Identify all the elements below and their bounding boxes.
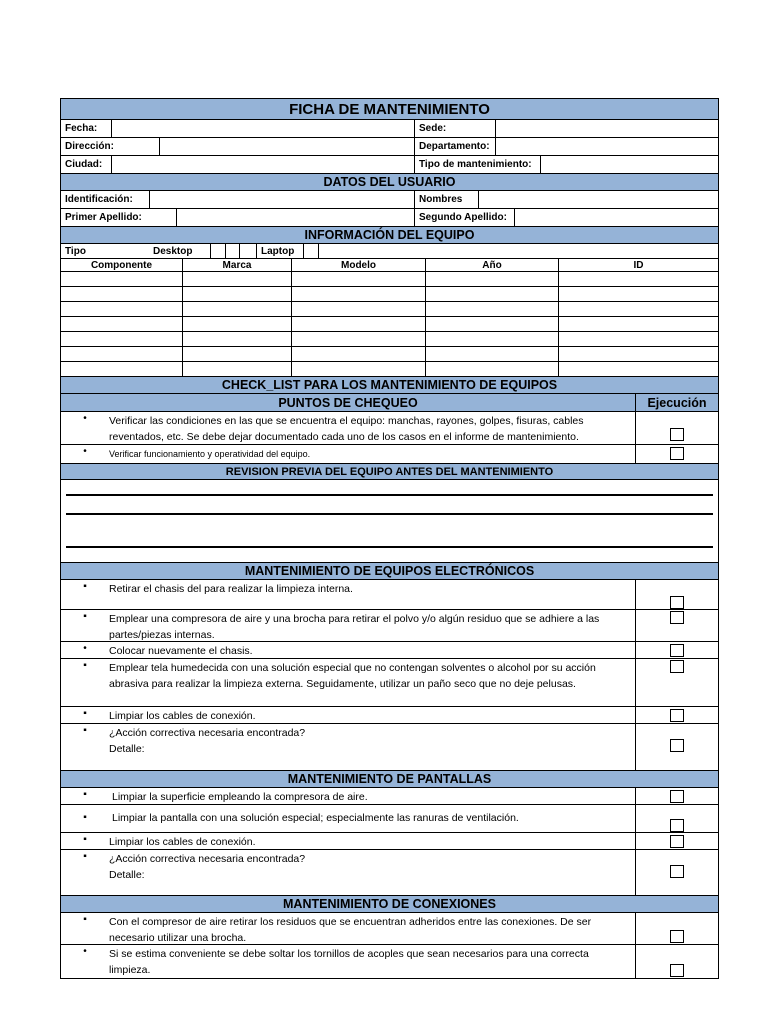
identificacion-field[interactable] bbox=[150, 191, 415, 208]
primer-apellido-field[interactable] bbox=[177, 209, 415, 226]
ciudad-field[interactable] bbox=[112, 156, 415, 173]
equipo-cell[interactable] bbox=[559, 362, 718, 376]
equipo-row bbox=[61, 347, 718, 362]
electronicos-header: MANTENIMIENTO DE EQUIPOS ELECTRÓNICOS bbox=[61, 563, 718, 579]
checkbox-cell bbox=[636, 805, 718, 832]
usuario-row-2 bbox=[61, 209, 718, 227]
fecha-field[interactable] bbox=[112, 120, 415, 137]
equipo-row bbox=[61, 272, 718, 287]
bullet-icon: ▪ bbox=[83, 851, 87, 862]
tipo-row bbox=[61, 244, 718, 258]
ciudad-label: Ciudad: bbox=[61, 156, 112, 173]
equipo-cell[interactable] bbox=[61, 302, 183, 316]
checkbox[interactable] bbox=[670, 611, 684, 624]
equipo-cell[interactable] bbox=[183, 362, 292, 376]
bullet-icon: ▪ bbox=[83, 789, 87, 800]
departamento-label: Departamento: bbox=[415, 138, 496, 155]
notes-line bbox=[66, 546, 713, 548]
equipo-cell[interactable] bbox=[61, 347, 183, 361]
checkbox[interactable] bbox=[670, 739, 684, 752]
pantallas-text: Limpiar la superficie empleando la compresora de aire. bbox=[109, 788, 636, 804]
equipo-row bbox=[61, 317, 718, 332]
conexiones-item bbox=[61, 913, 718, 945]
checkbox-cell bbox=[636, 659, 718, 706]
checkbox[interactable] bbox=[670, 660, 684, 673]
electronicos-item bbox=[61, 610, 718, 642]
checkbox[interactable] bbox=[670, 865, 684, 878]
general-row-1 bbox=[61, 120, 718, 138]
checkbox-cell bbox=[636, 610, 718, 641]
notes-line bbox=[66, 513, 713, 515]
electronicos-text: Retirar el chasis del para realizar la limpieza interna. bbox=[109, 580, 636, 609]
equipo-cell[interactable] bbox=[426, 332, 559, 346]
sede-label: Sede: bbox=[415, 120, 496, 137]
equipo-cell[interactable] bbox=[559, 347, 718, 361]
nombres-field[interactable] bbox=[479, 191, 718, 208]
bullet-icon: ▪ bbox=[83, 581, 87, 592]
bullet-icon: ▪ bbox=[83, 708, 87, 719]
checkbox-cell bbox=[636, 412, 718, 444]
equipo-cell[interactable] bbox=[61, 272, 183, 286]
revision-header: REVISION PREVIA DEL EQUIPO ANTES DEL MANTENIMIENTO bbox=[61, 464, 718, 479]
equipo-cell[interactable] bbox=[183, 302, 292, 316]
checklist-header: CHECK_LIST PARA LOS MANTENIMIENTO DE EQUIPOS bbox=[61, 377, 718, 393]
ejecucion-header: Ejecución bbox=[636, 394, 718, 411]
laptop-label: Laptop bbox=[256, 244, 303, 258]
electronicos-text: Limpiar los cables de conexión. bbox=[109, 707, 636, 723]
fecha-label: Fecha: bbox=[61, 120, 112, 137]
checkbox[interactable] bbox=[670, 596, 684, 609]
checkbox-cell bbox=[636, 580, 718, 609]
equipo-row bbox=[61, 362, 718, 377]
nombres-label: Nombres bbox=[415, 191, 479, 208]
segundo-apellido-field[interactable] bbox=[515, 209, 718, 226]
direccion-label: Dirección: bbox=[61, 138, 160, 155]
checkbox-cell bbox=[636, 850, 718, 895]
checkbox[interactable] bbox=[670, 644, 684, 657]
bullet-icon: • bbox=[83, 946, 87, 957]
equipo-cell[interactable] bbox=[559, 302, 718, 316]
general-row-3 bbox=[61, 156, 718, 174]
detalle-label: Detalle: bbox=[109, 742, 145, 755]
laptop-checkbox[interactable] bbox=[303, 244, 319, 258]
desktop-spacer bbox=[226, 244, 240, 258]
checkbox[interactable] bbox=[670, 964, 684, 977]
electronicos-item bbox=[61, 580, 718, 610]
col-anio: Año bbox=[426, 259, 559, 271]
pantallas-header-row bbox=[61, 771, 718, 788]
revision-notes[interactable] bbox=[61, 480, 718, 563]
pantallas-item bbox=[61, 805, 718, 833]
equipo-cell[interactable] bbox=[292, 362, 426, 376]
tipo-mant-label: Tipo de mantenimiento: bbox=[415, 156, 541, 173]
equipo-row bbox=[61, 302, 718, 317]
bullet-icon: ▪ bbox=[83, 914, 87, 925]
sede-field[interactable] bbox=[496, 120, 718, 137]
electronicos-header-row bbox=[61, 563, 718, 580]
equipo-header: INFORMACIÓN DEL EQUIPO bbox=[61, 227, 718, 243]
checkbox[interactable] bbox=[670, 447, 684, 460]
equipo-cell[interactable] bbox=[426, 362, 559, 376]
revision-header-row bbox=[61, 464, 718, 480]
checkbox-cell bbox=[636, 833, 718, 849]
equipo-cell[interactable] bbox=[426, 317, 559, 331]
accion-correctiva bbox=[109, 850, 636, 895]
electronicos-item bbox=[61, 707, 718, 724]
equipo-cell[interactable] bbox=[61, 287, 183, 301]
bullet-icon: ▪ bbox=[83, 660, 87, 671]
equipo-cell[interactable] bbox=[426, 287, 559, 301]
equipo-cell[interactable] bbox=[183, 287, 292, 301]
usuario-row-1 bbox=[61, 191, 718, 209]
equipo-row bbox=[61, 287, 718, 302]
equipo-cell[interactable] bbox=[61, 317, 183, 331]
pantallas-text: Limpiar los cables de conexión. bbox=[109, 833, 636, 849]
checkbox-cell bbox=[636, 445, 718, 463]
primer-apellido-label: Primer Apellido: bbox=[61, 209, 177, 226]
pantallas-header: MANTENIMIENTO DE PANTALLAS bbox=[61, 771, 718, 787]
equipo-cell[interactable] bbox=[426, 302, 559, 316]
checkbox[interactable] bbox=[670, 709, 684, 722]
equipo-cell[interactable] bbox=[61, 362, 183, 376]
bullet-icon: ▪ bbox=[83, 611, 87, 622]
bullet-icon: ▪ bbox=[83, 812, 87, 823]
checkbox-cell bbox=[636, 788, 718, 804]
equipo-cell[interactable] bbox=[292, 302, 426, 316]
accion-correctiva-text: ¿Acción correctiva necesaria encontrada? bbox=[109, 853, 306, 865]
detalle-label: Detalle: bbox=[109, 868, 145, 881]
conexiones-text: Con el compresor de aire retirar los residuos que se encuentran adheridos entre las conexiones. De ser necesario utilizar una brocha. bbox=[109, 913, 636, 944]
equipo-cell[interactable] bbox=[292, 317, 426, 331]
equipo-cell[interactable] bbox=[426, 347, 559, 361]
bullet-icon: ▪ bbox=[83, 725, 87, 736]
identificacion-label: Identificación: bbox=[61, 191, 150, 208]
pantallas-item bbox=[61, 833, 718, 850]
usuario-header: DATOS DEL USUARIO bbox=[61, 174, 718, 190]
segundo-apellido-label: Segundo Apellido: bbox=[415, 209, 515, 226]
equipo-cell[interactable] bbox=[61, 332, 183, 346]
puntos-header: PUNTOS DE CHEQUEO bbox=[61, 394, 636, 411]
equipo-columns bbox=[61, 258, 718, 272]
conexiones-header-row bbox=[61, 896, 718, 913]
puntos-row bbox=[61, 394, 718, 412]
conexiones-text: Si se estima conveniente se debe soltar los tornillos de acoples que sean necesarios para una correcta limpieza. bbox=[109, 945, 636, 978]
checklist-text: Verificar funcionamiento y operatividad del equipo. bbox=[109, 445, 636, 463]
checklist-item bbox=[61, 445, 718, 464]
checkbox-cell bbox=[636, 913, 718, 944]
bullet-icon: • bbox=[83, 446, 87, 457]
maintenance-form bbox=[60, 98, 719, 979]
equipo-cell[interactable] bbox=[183, 332, 292, 346]
electronicos-item bbox=[61, 659, 718, 707]
electronicos-item bbox=[61, 642, 718, 659]
equipo-cell[interactable] bbox=[559, 317, 718, 331]
accion-correctiva-text: ¿Acción correctiva necesaria encontrada? bbox=[109, 727, 306, 739]
desktop-checkbox[interactable] bbox=[210, 244, 226, 258]
conexiones-header: MANTENIMIENTO DE CONEXIONES bbox=[61, 896, 718, 912]
checkbox[interactable] bbox=[670, 790, 684, 803]
checkbox[interactable] bbox=[670, 930, 684, 943]
electronicos-text: Emplear tela humedecida con una solución especial que no contengan solventes o alcohol por su acción abrasiva para realizar la limpieza externa. Seguidamente, utilizar un paño seco que no deje pelusas. bbox=[109, 659, 636, 706]
notes-line bbox=[66, 494, 713, 496]
col-id: ID bbox=[633, 259, 644, 271]
equipo-cell[interactable] bbox=[292, 347, 426, 361]
checkbox[interactable] bbox=[670, 428, 684, 441]
electronicos-text: Emplear una compresora de aire y una brocha para retirar el polvo y/o algún residuo que se adhiere a las partes/piezas internas. bbox=[109, 610, 636, 641]
accion-correctiva bbox=[109, 724, 636, 770]
equipo-cell[interactable] bbox=[426, 272, 559, 286]
equipo-cell[interactable] bbox=[292, 287, 426, 301]
general-row-2 bbox=[61, 138, 718, 156]
bullet-icon: • bbox=[83, 643, 87, 654]
title-row bbox=[61, 99, 718, 120]
checkbox-cell bbox=[636, 945, 718, 978]
equipo-header-row bbox=[61, 227, 718, 244]
usuario-header-row bbox=[61, 174, 718, 191]
checkbox-cell bbox=[636, 642, 718, 658]
tipo-mant-field[interactable] bbox=[541, 156, 718, 173]
checkbox[interactable] bbox=[670, 819, 684, 832]
checklist-header-row bbox=[61, 377, 718, 394]
desktop-label: Desktop bbox=[153, 245, 193, 257]
equipo-cell[interactable] bbox=[559, 287, 718, 301]
equipo-cell[interactable] bbox=[292, 332, 426, 346]
equipo-cell[interactable] bbox=[183, 317, 292, 331]
departamento-field[interactable] bbox=[496, 138, 718, 155]
bullet-icon: ▪ bbox=[83, 834, 87, 845]
equipo-cell[interactable] bbox=[183, 347, 292, 361]
checkbox[interactable] bbox=[670, 835, 684, 848]
equipo-cell[interactable] bbox=[559, 272, 718, 286]
form-title: FICHA DE MANTENIMIENTO bbox=[61, 99, 718, 119]
tipo-label: Tipo bbox=[65, 245, 86, 257]
checkbox-cell bbox=[636, 724, 718, 770]
direccion-field[interactable] bbox=[160, 138, 415, 155]
equipo-cell[interactable] bbox=[292, 272, 426, 286]
checklist-text: Verificar las condiciones en las que se encuentra el equipo: manchas, rayones, golpes, fisuras, cables reventados, etc. Se debe dejar documentado cada uno de los casos en el informe de mantenimiento. bbox=[109, 412, 636, 444]
pantallas-item bbox=[61, 788, 718, 805]
conexiones-item bbox=[61, 945, 718, 978]
electronicos-text: Colocar nuevamente el chasis. bbox=[109, 642, 636, 658]
equipo-cell[interactable] bbox=[183, 272, 292, 286]
pantallas-text: Limpiar la pantalla con una solución especial; especialmente las ranuras de ventilación. bbox=[109, 805, 636, 832]
col-marca: Marca bbox=[183, 259, 292, 271]
equipo-cell[interactable] bbox=[559, 332, 718, 346]
checklist-item bbox=[61, 412, 718, 445]
col-modelo: Modelo bbox=[292, 259, 426, 271]
checkbox-cell bbox=[636, 707, 718, 723]
electronicos-item bbox=[61, 724, 718, 771]
col-componente: Componente bbox=[61, 259, 183, 271]
pantallas-item bbox=[61, 850, 718, 896]
equipo-row bbox=[61, 332, 718, 347]
bullet-icon: • bbox=[83, 413, 87, 424]
